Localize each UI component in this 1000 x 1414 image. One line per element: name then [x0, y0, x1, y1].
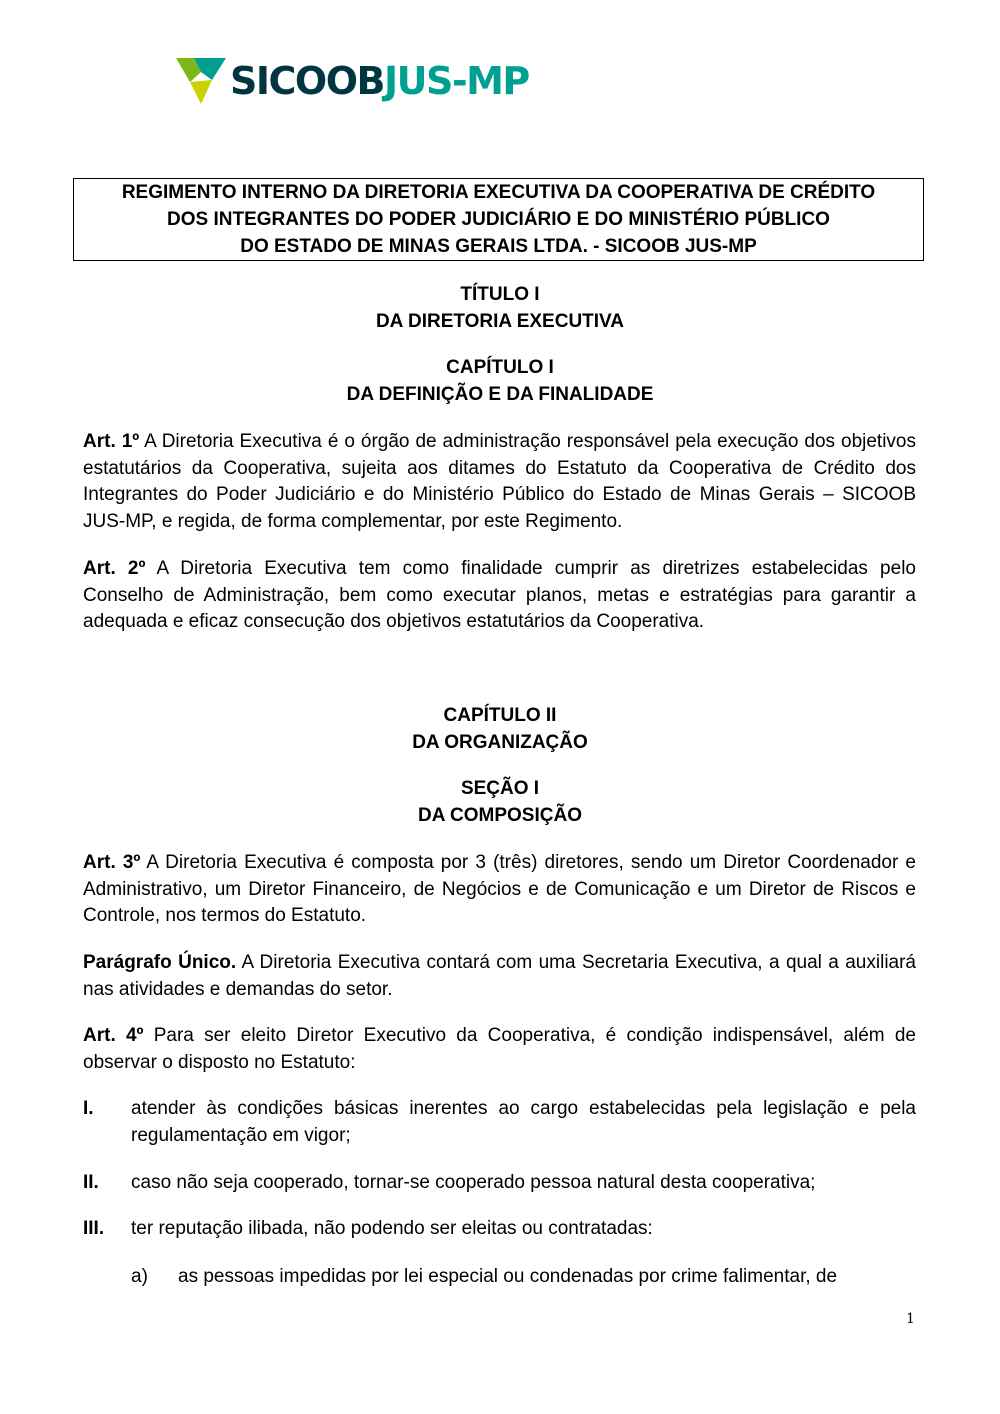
- list-item: [83, 1170, 916, 1197]
- section-1-heading: [0, 775, 1000, 829]
- article-text: A Diretoria Executiva é o órgão de administração responsável pela execução dos objetivos estatutários da Cooperativa, sujeita aos ditames do Estatuto da Cooperativa de Crédito dos Integrantes do Poder Judiciário e do Ministério Público do Estado de Minas Gerais – SICOOB JUS-MP, e regida, de forma complementar, por este Regimento.: [83, 431, 916, 533]
- paragraph-text: A Diretoria Executiva contará com uma Secretaria Executiva, a qual a auxiliará nas atividades e demandas do setor.: [83, 952, 916, 1000]
- article-2: [83, 556, 916, 636]
- chapter-name: DA ORGANIZAÇÃO: [412, 732, 588, 753]
- chapter-label: CAPÍTULO II: [443, 705, 557, 726]
- sub-list-item: [83, 1264, 916, 1291]
- sicoob-logo: [176, 58, 529, 104]
- article-number: Art. 4º: [83, 1025, 144, 1046]
- chapter-name: DA DEFINIÇÃO E DA FINALIDADE: [346, 384, 654, 405]
- section-label: SEÇÃO I: [460, 778, 540, 799]
- chapter-1-heading: [0, 354, 1000, 408]
- article-number: Art. 3º: [83, 852, 141, 873]
- title-line: DOS INTEGRANTES DO PODER JUDICIÁRIO E DO MINISTÉRIO PÚBLICO: [167, 209, 830, 230]
- list-item: [83, 1096, 916, 1149]
- item-text: as pessoas impedidas por lei especial ou condenadas por crime falimentar, de: [178, 1266, 838, 1287]
- item-text: atender às condições básicas inerentes ao cargo estabelecidas pela legislação e pela regulamentação em vigor;: [131, 1098, 916, 1146]
- item-number: II.: [83, 1172, 99, 1193]
- title-line: REGIMENTO INTERNO DA DIRETORIA EXECUTIVA DA COOPERATIVA DE CRÉDITO: [121, 182, 876, 203]
- page-number: 1: [906, 1311, 915, 1327]
- article-text: A Diretoria Executiva é composta por 3 (três) diretores, sendo um Diretor Coordenador e Administrativo, um Diretor Financeiro, de Negócios e de Comunicação e um Diretor de Riscos e Controle, nos termos do Estatuto.: [83, 852, 916, 927]
- titulo-heading: [0, 281, 1000, 335]
- item-text: ter reputação ilibada, não podendo ser eleitas ou contratadas:: [131, 1218, 653, 1239]
- paragrafo-unico: [83, 950, 916, 1003]
- logo-text: SICOOBJUS-MP: [230, 59, 529, 103]
- item-number: I.: [83, 1098, 94, 1119]
- list-item: [83, 1216, 916, 1243]
- article-text: Para ser eleito Diretor Executivo da Cooperativa, é condição indispensável, além de observar o disposto no Estatuto:: [83, 1025, 916, 1073]
- article-number: Art. 1º: [83, 431, 140, 452]
- title-line: DO ESTADO DE MINAS GERAIS LTDA. - SICOOB JUS-MP: [240, 236, 757, 257]
- item-text: caso não seja cooperado, tornar-se cooperado pessoa natural desta cooperativa;: [131, 1172, 816, 1193]
- titulo-label: TÍTULO I: [460, 284, 540, 305]
- article-4: [83, 1023, 916, 1076]
- titulo-name: DA DIRETORIA EXECUTIVA: [375, 311, 625, 332]
- chapter-2-heading: [0, 702, 1000, 756]
- item-number: III.: [83, 1218, 105, 1239]
- article-3: [83, 850, 916, 930]
- sicoob-triangle-icon: [176, 58, 226, 104]
- chapter-label: CAPÍTULO I: [446, 357, 554, 378]
- item-letter: a): [131, 1266, 148, 1287]
- article-number: Art. 2º: [83, 558, 146, 579]
- section-name: DA COMPOSIÇÃO: [418, 805, 582, 826]
- document-title-box: [73, 178, 924, 261]
- article-1: [83, 429, 916, 536]
- article-text: A Diretoria Executiva tem como finalidade cumprir as diretrizes estabelecidas pelo Conselho de Administração, bem como executar planos, metas e estratégias para garantir a adequada e eficaz consecução dos objetivos estatutários da Cooperativa.: [83, 558, 916, 633]
- paragraph-label: Parágrafo Único.: [83, 952, 237, 973]
